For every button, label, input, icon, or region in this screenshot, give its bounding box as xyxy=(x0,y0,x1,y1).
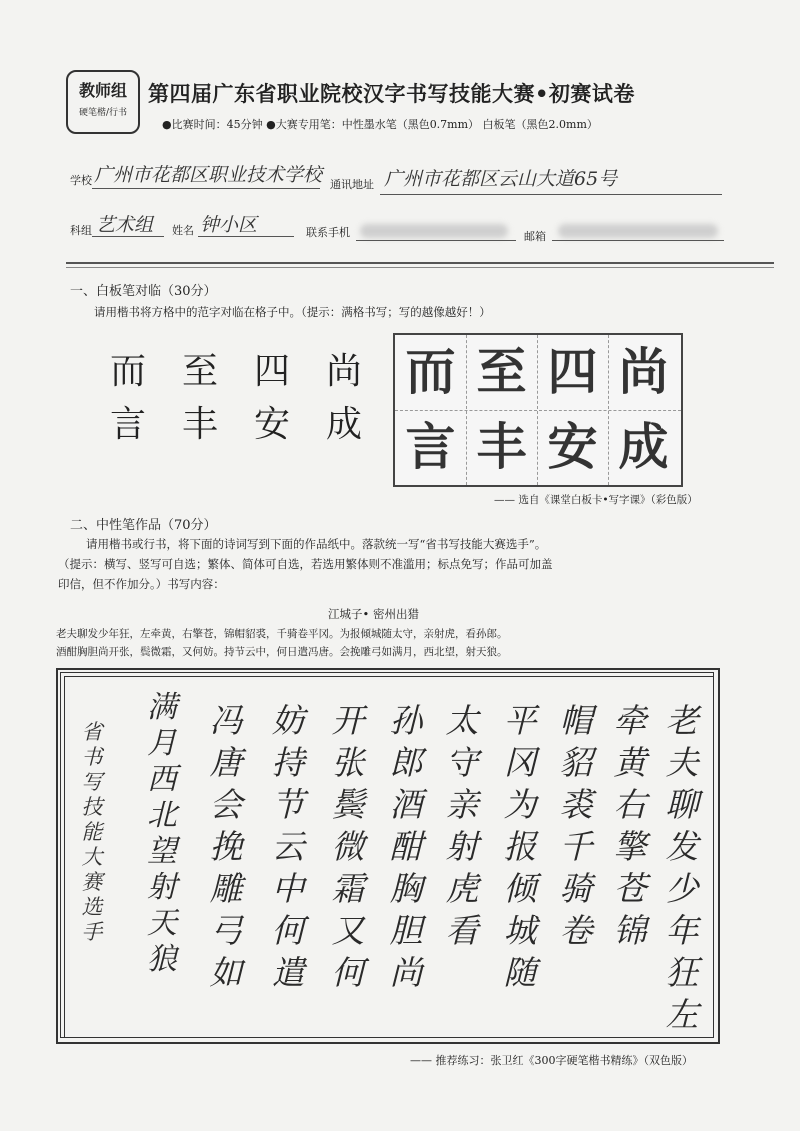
model-char: 而 xyxy=(405,343,456,401)
practice-char: 安 xyxy=(253,404,290,445)
poem-line-2: 酒酣胸胆尚开张，鬓微霜，又何妨。持节云中，何日遣冯唐。会挽雕弓如满月，西北望，射天狼。 xyxy=(56,646,508,658)
exam-info: ●比赛时间：45分钟 ●大赛专用笔：中性墨水笔（黑色0.7mm） 白板笔（黑色2.0mm） xyxy=(162,118,598,131)
address-underline xyxy=(380,194,722,195)
practice-char: 成 xyxy=(325,404,362,445)
practice-char: 丰 xyxy=(181,404,218,445)
handwritten-column-3: 帽貂裘千骑卷 xyxy=(559,701,593,950)
practice-char: 至 xyxy=(181,351,218,392)
handwritten-column-2: 牵黄右擎苍锦 xyxy=(613,701,647,950)
email-label: 邮箱 xyxy=(524,230,546,243)
practice-cell-1 xyxy=(100,345,156,451)
group-badge xyxy=(66,70,140,134)
section2-instruction-3: 印信，但不作加分。）书写内容： xyxy=(58,577,225,591)
page-title: 第四届广东省职业院校汉字书写技能大赛•初赛试卷 xyxy=(148,82,635,106)
practice-char: 而 xyxy=(109,351,146,392)
section2-instruction-2: （提示：横写、竖写可自选；繁体、简体可自选，若选用繁体则不准滥用；标点免写；作品可加盖 xyxy=(58,557,553,571)
model-char: 至 xyxy=(476,343,527,401)
model-char: 言 xyxy=(405,418,456,476)
handwritten-column-5: 太守亲射虎看 xyxy=(445,701,479,950)
poem-title: 江城子• 密州出猎 xyxy=(328,607,419,621)
name-label: 姓名 xyxy=(172,224,194,237)
model-char: 成 xyxy=(618,418,669,476)
divider-thin xyxy=(66,267,774,268)
name-value: 钟小区 xyxy=(200,214,258,236)
address-label: 通讯地址 xyxy=(330,178,374,191)
divider xyxy=(66,262,774,264)
handwritten-column-4: 平冈为报倾城随 xyxy=(503,701,537,992)
handwritten-column-7: 开张鬓微霜又何 xyxy=(331,701,365,992)
phone-label: 联系手机 xyxy=(306,226,350,239)
phone-underline xyxy=(356,240,516,241)
practice-cell-4 xyxy=(316,345,372,451)
source-note: —— 选自《课堂白板卡•写字课》（彩色版） xyxy=(494,494,698,506)
handwritten-column-1: 老夫聊发少年狂左 xyxy=(665,701,699,1034)
recommend-footer: —— 推荐练习：张卫红《300字硬笔楷书精练》（双色版） xyxy=(410,1054,693,1067)
poem-line-1: 老夫聊发少年狂，左牵黄，右擎苍，锦帽貂裘，千骑卷平冈。为报倾城随太守，亲射虎，看孙郎。 xyxy=(56,628,508,640)
practice-cell-3 xyxy=(244,345,300,451)
school-label: 学校 xyxy=(70,174,92,187)
section2-heading: 二、中性笔作品（70分） xyxy=(70,518,217,533)
handwritten-column-9: 冯唐会挽雕弓如 xyxy=(209,701,243,992)
model-char: 丰 xyxy=(476,418,527,476)
section1-instruction: 请用楷书将方格中的范字对临在格子中。（提示：满格书写；写的越像越好！） xyxy=(94,305,491,319)
subject-value: 艺术组 xyxy=(96,214,154,236)
model-char: 安 xyxy=(547,418,598,476)
practice-char: 尚 xyxy=(325,351,362,392)
model-char: 尚 xyxy=(618,343,669,401)
handwritten-column-6: 孙郎酒酣胸胆尚 xyxy=(389,701,423,992)
signature-column: 省书写技能大赛选手 xyxy=(81,720,103,944)
name-underline xyxy=(198,236,294,237)
group-label: 教师组 xyxy=(78,81,127,100)
practice-char: 四 xyxy=(253,351,290,392)
school-value: 广州市花都区职业技术学校 xyxy=(94,164,323,186)
section2-instruction-1: 请用楷书或行书，将下面的诗词写到下面的作品纸中。落款统一写“省书写技能大赛选手”。 xyxy=(86,537,547,551)
handwritten-column-8: 妨持节云中何遣 xyxy=(271,701,305,992)
subject-underline xyxy=(92,236,164,237)
email-blurred xyxy=(558,224,718,238)
model-char: 四 xyxy=(547,343,598,401)
model-char-grid xyxy=(393,333,683,487)
subject-label: 科组 xyxy=(70,224,92,237)
email-underline xyxy=(552,240,724,241)
group-sub-label: 硬笔楷/行书 xyxy=(78,108,128,118)
phone-blurred xyxy=(360,224,508,238)
practice-char: 言 xyxy=(109,404,146,445)
handwritten-column-10: 满月西北望射天狼 xyxy=(147,690,177,977)
section1-heading: 一、白板笔对临（30分） xyxy=(70,284,217,299)
address-value: 广州市花都区云山大道65号 xyxy=(384,168,618,190)
school-underline xyxy=(92,188,320,189)
practice-cell-2 xyxy=(172,345,228,451)
